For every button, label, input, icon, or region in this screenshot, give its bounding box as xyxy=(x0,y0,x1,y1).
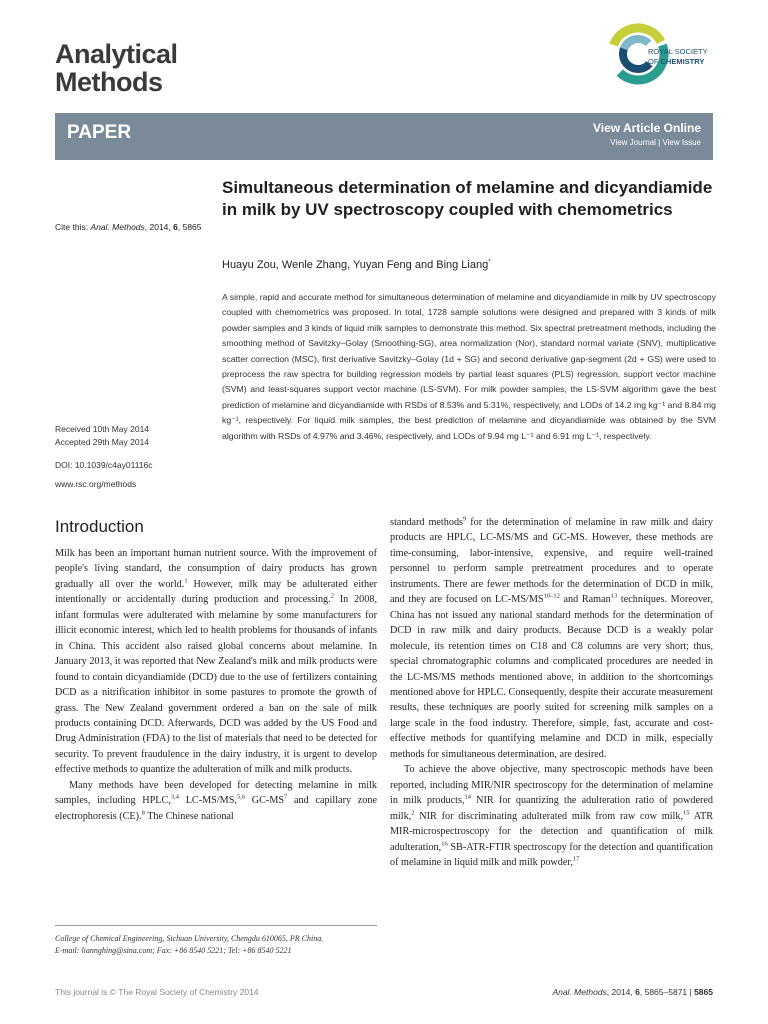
paragraph: Milk has been an important human nutrient source. With the improvement of people's living standard, the consumption of dairy products has grown gradually all over the world.$^1$ However, milk may be adulterated either intentionally or accidentally during production and processing.$^2$ In 2008, infant formulas were adulterated with melamine by some manufacturers for illicit economic interest, which led to health problems for thousands of infants in China. This accident also raised global concerns about melamine. In January 2013, it was reported that New Zealand's milk and milk products were found to contain dicyandiamide (DCD) due to the use of fertilizers containing DCD as a nitrification inhibitor in some pastures to promote the growth of grass. The New Zealand government ordered a ban on the sale of milk products containing DCD. Afterwards, DCD was added by the US Food and Drug Administration (FDA) to the list of materials that need to be detected for security. To prevent fraudulence in the dairy industry, it is urgent to develop effective methods to quantize the adulteration of milk and milk products. xyxy=(55,548,377,776)
footer-year: , 2014, xyxy=(606,987,636,997)
footer-volume: 6 xyxy=(635,987,640,997)
article-type-banner xyxy=(55,113,713,160)
paragraph: Many methods have been developed for detecting melamine in milk samples, including HPLC,$^{3,4}$ LC-MS/MS,$^{5,6}$ $GC-MS^7$ and capillary zone electrophoresis (CE).$^8$ The Chinese national xyxy=(55,779,377,822)
body-column-right xyxy=(390,515,713,870)
corresponding-mark: * xyxy=(488,258,491,266)
journal-url[interactable]: www.rsc.org/methods xyxy=(55,478,137,489)
footer-citation xyxy=(552,987,713,997)
author-names: Huayu Zou, Wenle Zhang, Yuyan Feng and Bing Liang xyxy=(222,259,489,271)
view-journal-link[interactable]: View Journal xyxy=(610,138,656,147)
affiliation-line: College of Chemical Engineering, Sichuan University, Chengdu 610065, PR China. xyxy=(55,934,324,943)
paragraph: standard methods$^9$ for the determination of melamine in raw milk and dairy products are HPLC, LC-MS/MS and GC-MS. However, these methods are time-consuming, labor-intensive, expensive, and require well-trained personnel to perform sample pretreatment procedures and to operate instruments. There are fewer methods for the determination of DCD in milk, and they are focused on LC-MS/MS$^{10-12}$ and Raman$^{13}$ techniques. Moreover, China has not issued any national standard methods for the determination of DCD in raw milk and dairy products. Because DCD is a weakly polar molecule, its retention times on C18 and C8 columns are very short; thus, special chromatographic columns and complicated procedures are needed in the LC-MS/MS methods mentioned above, in addition to the shortcomings mentioned above for HPLC. Consequently, despite their accurate measurement results, these techniques are poorly suited for screening milk samples on a large scale in the food industry. Therefore, simple, fast, accurate and cost-effective methods for quantifying melamine and DCD in milk, especially methods for simultaneous determination, are desired. xyxy=(390,515,713,760)
doi[interactable]: DOI: 10.1039/c4ay01116c xyxy=(55,460,153,470)
paragraph: To achieve the above objective, many spectroscopic methods have been reported, including MIR/NIR spectroscopy for the determination of melamine in milk products,$^{14}$ NIR for quantizing the adulteration ratio of powdered milk,$^2$ NIR for discriminating adulterated milk from raw cow milk,$^{15}$ ATR MIR-microspectroscopy for the detection and quantification of milk adulteration,$^{16}$ SB-ATR-FTIR spectroscopy for the detection and quantification of melamine in liquid milk and milk powder,$^{17}$ xyxy=(390,764,713,868)
journal-name xyxy=(55,40,178,96)
cite-year: , 2014, xyxy=(144,222,174,232)
link-separator: | xyxy=(655,138,663,147)
logo-line2b: CHEMISTRY xyxy=(660,57,705,66)
affiliation-footnote xyxy=(55,933,385,957)
footer-copyright: This journal is © The Royal Society of Chemistry 2014 xyxy=(55,987,259,997)
logo-line2a: OF xyxy=(648,57,661,66)
authors xyxy=(222,259,491,271)
received-date: Received 10th May 2014 xyxy=(55,424,150,434)
abstract: A simple, rapid and accurate method for simultaneous determination of melamine and dicyandiamide in milk by UV spectroscopy coupled with chemometrics was proposed. In total, 1728 sample solutions were designed and prepared with 3 kinds of milk powder samples and 3 kinds of liquid milk samples to demonstrate this method. Six spectral pretreatment methods, including the smoothing method of Savitzky–Golay (Smoothing-SG), area normalization (Nor), standard normal variate (SNV), multiplicative scatter correction (MSC), first derivative Savitzky–Golay (1d + SG) and second derivative gap-segment (2d + GS) were used to preprocess the raw spectra for building regression models by partial least squares (PLS) regression, support vector machine (SVM) and least-squares support vector machine (LS-SVM). For milk powder samples, the LS-SVM algorithm gave the best prediction of melamine and dicyandiamide with RSDs of 8.53% and 5.31%, respectively, and LODs of 14.2 mg kg⁻¹ and 8.84 mg kg⁻¹, respectively. For liquid milk samples, the best prediction of melamine and dicyandiamide was obtained by the SVM algorithm with RSDs of 4.97% and 3.46%, respectively, and LODs of 9.94 mg L⁻¹ and 6.91 mg L⁻¹, respectively. xyxy=(222,292,716,441)
article-info xyxy=(55,423,153,490)
journal-name-line1: Analytical xyxy=(55,39,178,69)
cite-page: , 5865 xyxy=(177,222,202,232)
footnote-divider xyxy=(55,925,377,926)
logo-line1: ROYAL SOCIETY xyxy=(648,47,708,56)
cite-prefix: Cite this: xyxy=(55,222,91,232)
contact-line: E-mail: liannghing@sina.com; Fax: +86 8540 5221; Tel: +86 8540 5221 xyxy=(55,946,292,955)
svg-text:OF CHEMISTRY xyxy=(648,57,704,66)
cite-volume: 6 xyxy=(173,222,178,232)
section-heading-introduction: Introduction xyxy=(55,517,144,536)
view-issue-link[interactable]: View Issue xyxy=(662,138,701,147)
page-number: 5865 xyxy=(694,987,713,997)
view-article-online-link[interactable]: View Article Online xyxy=(592,121,701,135)
accepted-date: Accepted 29th May 2014 xyxy=(55,436,150,447)
cite-journal: Anal. Methods xyxy=(90,222,145,232)
footer-pages: , 5865–5871 | xyxy=(639,987,695,997)
journal-name-line2: Methods xyxy=(55,67,163,97)
view-links xyxy=(610,138,701,147)
rsc-logo-mark xyxy=(608,22,728,86)
footer-journal: Anal. Methods xyxy=(552,987,607,997)
article-title: Simultaneous determination of melamine and dicyandiamide in milk by UV spectroscopy coupled with chemometrics xyxy=(222,178,713,219)
article-type-label: PAPER xyxy=(67,122,132,143)
citation xyxy=(55,222,202,232)
rsc-logo xyxy=(608,22,728,86)
body-column-left xyxy=(55,546,377,824)
